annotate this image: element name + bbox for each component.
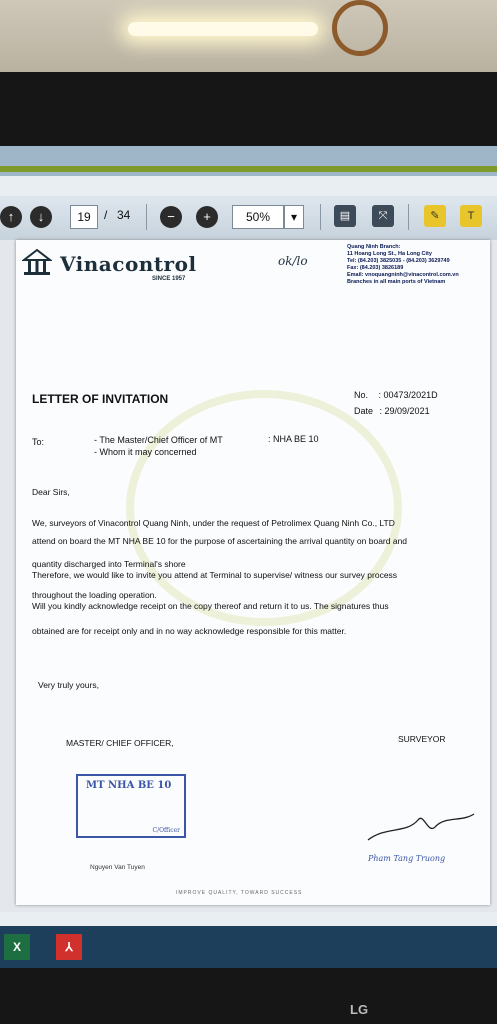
vinacontrol-watermark	[126, 390, 402, 626]
comment-icon[interactable]: ✎	[424, 205, 446, 227]
master-name: Nguyen Van Tuyen	[90, 864, 145, 871]
paragraph-3-line-1: Will you kindly acknowledge receipt on the copy thereof and return it to us. The signatures thus	[32, 601, 389, 611]
company-motto: IMPROVE QUALITY, TOWARD SUCCESS	[176, 890, 303, 896]
vinacontrol-logo-icon	[22, 248, 52, 276]
closing: Very truly yours,	[38, 680, 99, 690]
pdf-page	[16, 240, 490, 905]
zoom-dropdown-button[interactable]: ▾	[284, 205, 304, 229]
pdf-toolbar	[0, 196, 497, 241]
surveyor-signature	[366, 806, 476, 846]
vessel-name: : NHA BE 10	[268, 434, 319, 444]
monitor-brand-logo: LG	[350, 1002, 369, 1017]
vessel-stamp: MT NHA BE 10 C/Officer	[76, 774, 186, 838]
right-signatory-title: SURVEYOR	[398, 734, 446, 744]
to-recipients: - The Master/Chief Officer of MT - Whom it may concerned	[94, 435, 223, 457]
paragraph-3-line-2: obtained are for receipt only and in no way acknowledge responsible for this matter.	[32, 626, 347, 636]
salutation: Dear Sirs,	[32, 487, 70, 497]
paragraph-1-line-3: quantity discharged into Terminal's shore	[32, 559, 186, 569]
page-number-input[interactable]: 19	[70, 205, 98, 229]
room-background	[0, 0, 497, 72]
document-viewport[interactable]	[0, 240, 497, 912]
total-pages: 34	[117, 208, 131, 222]
letter-date: Date : 29/09/2021	[354, 406, 430, 416]
window-chrome	[0, 146, 497, 176]
company-since: SINCE 1957	[152, 276, 186, 282]
zoom-level-input[interactable]: 50%	[232, 205, 284, 229]
handwritten-note: ok/lo	[278, 254, 308, 268]
zoom-out-button[interactable]: −	[160, 206, 182, 228]
ceiling-light	[128, 22, 318, 36]
paragraph-2-line-1: Therefore, we would like to invite you attend at Terminal to supervise/ witness our survey process	[32, 570, 398, 580]
previous-page-button[interactable]: ↑	[0, 206, 22, 228]
paragraph-1-line-1: We, surveyors of Vinacontrol Quang Ninh, under the request of Petrolimex Quang Ninh Co., LTD	[32, 518, 395, 528]
branch-info: Quang Ninh Branch: 11 Hoang Long St., Ha Long City Tel: (84.203) 3825035 - (84.203) 3629749 Fax: (84.203) 3826189 Email: vnoquangninh@vinacontrol.com.vn Branches in all main ports of Vietnam	[347, 244, 459, 285]
surveyor-name: Pham Tang Truong	[368, 854, 446, 863]
paragraph-1-line-2: attend on board the MT NHA BE 10 for the purpose of ascertaining the arrival quantity on board and	[32, 536, 408, 546]
paragraph-2-line-2: throughout the loading operation.	[32, 590, 157, 600]
typewriter-icon[interactable]: T	[460, 205, 482, 227]
taskbar	[0, 926, 497, 968]
fit-page-icon[interactable]: ▤	[334, 205, 356, 227]
pdf-reader-icon[interactable]: ⅄	[56, 934, 82, 960]
fullscreen-icon[interactable]: ⤧	[372, 205, 394, 227]
excel-icon[interactable]: X	[4, 934, 30, 960]
page-separator: /	[104, 208, 108, 222]
letter-number: No. : 00473/2021D	[354, 390, 438, 400]
to-label: To:	[32, 437, 45, 447]
next-page-button[interactable]: ↓	[30, 206, 52, 228]
zoom-in-button[interactable]: +	[196, 206, 218, 228]
left-signatory-title: MASTER/ CHIEF OFFICER,	[66, 738, 174, 748]
screen	[0, 146, 497, 968]
letter-title: LETTER OF INVITATION	[32, 392, 169, 406]
company-name: Vinacontrol	[60, 252, 197, 276]
wall-decoration	[332, 0, 388, 56]
